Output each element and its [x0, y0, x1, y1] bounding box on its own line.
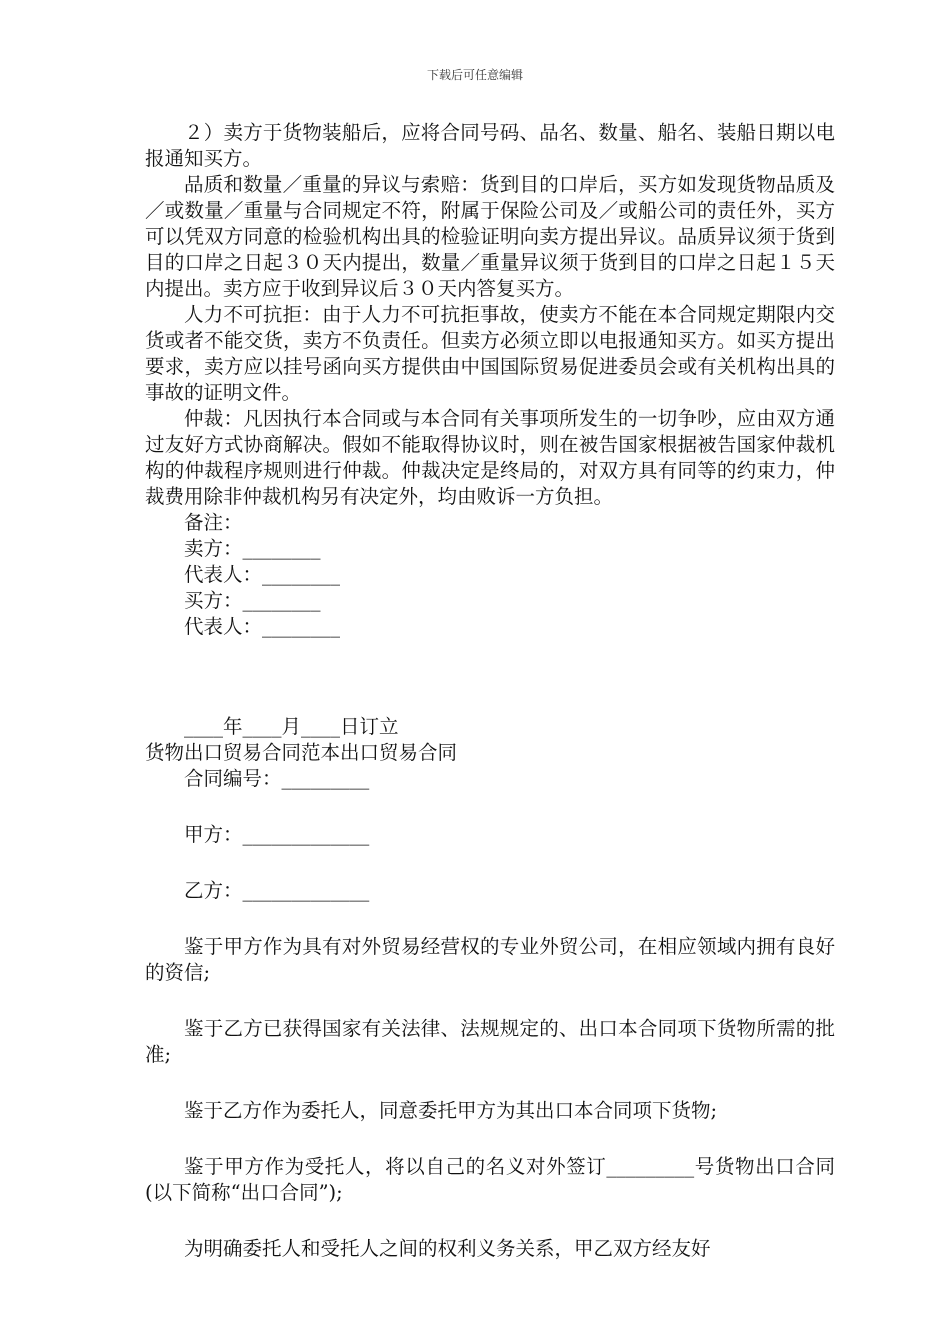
party-b-line: 乙方：_____________: [184, 879, 370, 902]
buyer-signature-line: 买方：________: [184, 589, 321, 612]
spacer: [145, 640, 835, 678]
spacer: [145, 1068, 835, 1098]
spacer: [145, 904, 835, 934]
party-a-line: 甲方：_____________: [184, 823, 370, 846]
recital-party-a-signs: 鉴于甲方作为受托人，将以自己的名义对外签订_________号货物出口合同(以下简称“出口合同”);: [145, 1155, 835, 1204]
document-body: [145, 120, 835, 1262]
recital-purpose: 为明确委托人和受托人之间的权利义务关系，甲乙双方经友好: [184, 1237, 711, 1260]
recital-party-a-credentials: 鉴于甲方作为具有对外贸易经营权的专业外贸公司，在相应领域内拥有良好的资信;: [145, 935, 835, 984]
date-signed-line: ____年____月____日订立: [184, 715, 399, 738]
contract-title: 货物出口贸易合同范本出口贸易合同: [145, 741, 458, 764]
spacer: [145, 1124, 835, 1154]
spacer: [145, 986, 835, 1016]
remarks-label: 备注：: [184, 511, 243, 534]
contract-number-line: 合同编号：_________: [184, 767, 370, 790]
spacer: [145, 792, 835, 822]
spacer: [145, 1206, 835, 1236]
buyer-representative-line: 代表人：________: [184, 615, 341, 638]
page-header-note: 下载后可任意编辑: [426, 68, 523, 82]
seller-representative-line: 代表人：________: [184, 563, 341, 586]
seller-signature-line: 卖方：________: [184, 537, 321, 560]
recital-party-b-approval: 鉴于乙方已获得国家有关法律、法规规定的、出口本合同项下货物所需的批准;: [145, 1017, 835, 1066]
recital-party-b-entrusts: 鉴于乙方作为委托人，同意委托甲方为其出口本合同项下货物;: [184, 1099, 718, 1122]
paragraph-quality-claims: 品质和数量／重量的异议与索赔：货到目的口岸后，买方如发现货物品质及／或数量／重量与合同规定不符，附属于保险公司及／或船公司的责任外，买方可以凭双方同意的检验机构出具的检验证明向卖方提出异议。品质异议须于货到目的口岸之日起３０天内提出，数量／重量异议须于货到目的口岸之日起１５天内提出。卖方应于收到异议后３０天内答复买方。: [145, 173, 835, 300]
spacer: [145, 678, 835, 714]
spacer: [145, 848, 835, 878]
paragraph-arbitration: 仲裁：凡因执行本合同或与本合同有关事项所发生的一切争吵，应由双方通过友好方式协商解决。假如不能取得协议时，则在被告国家根据被告国家仲裁机构的仲裁程序规则进行仲裁。仲裁决定是终局的，对双方具有同等的约束力，仲裁费用除非仲裁机构另有决定外，均由败诉一方负担。: [145, 407, 835, 508]
paragraph-force-majeure: 人力不可抗拒：由于人力不可抗拒事故，使卖方不能在本合同规定期限内交货或者不能交货，卖方不负责任。但卖方必须立即以电报通知买方。如买方提出要求，卖方应以挂号函向买方提供由中国国际贸易促进委员会或有关机构出具的事故的证明文件。: [145, 303, 835, 404]
paragraph-shipping-notice: ２）卖方于货物装船后，应将合同号码、品名、数量、船名、装船日期以电报通知买方。: [145, 121, 835, 170]
